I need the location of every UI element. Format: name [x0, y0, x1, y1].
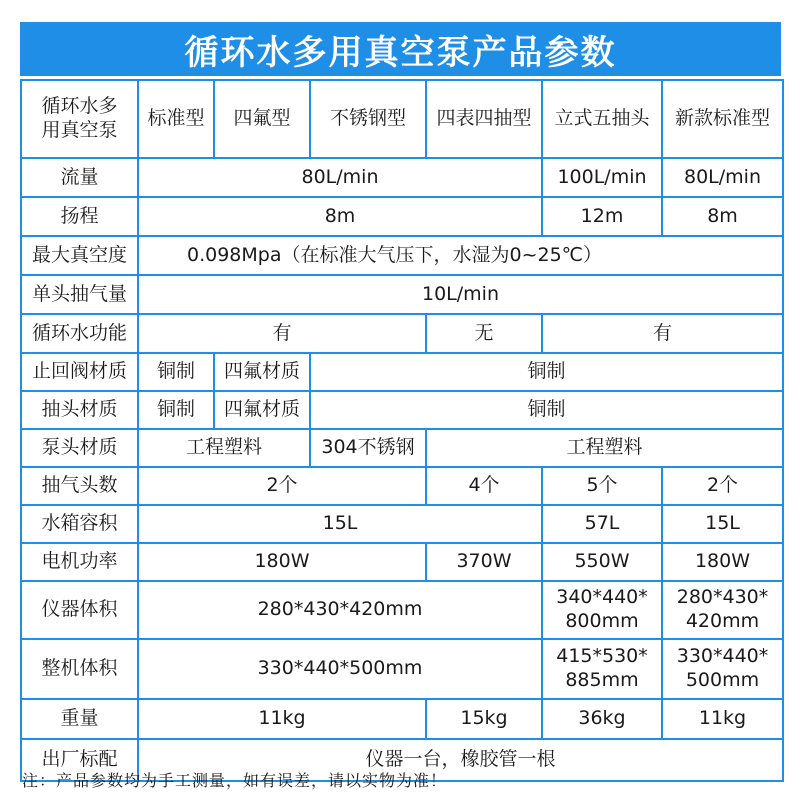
table-row [21, 314, 783, 353]
table-row [21, 353, 783, 391]
table-cell: 5个 [542, 467, 662, 505]
model-stainless: 不锈钢型 [310, 80, 426, 158]
table-cell: 340*440* 800mm [542, 581, 662, 639]
table-cell: 铜制 [138, 353, 214, 391]
row-label: 循环水功能 [21, 314, 138, 353]
table-cell: 80L/min [662, 158, 783, 197]
table-row [21, 275, 783, 314]
row-label: 最大真空度 [21, 236, 138, 275]
page-title: 循环水多用真空泵产品参数 [20, 22, 781, 76]
table-cell: 0.098Mpa（在标准大气压下，水湿为0~25℃） [138, 236, 783, 275]
row-label: 泵头材质 [21, 429, 138, 467]
table-row [21, 581, 783, 639]
table-cell: 铜制 [310, 353, 783, 391]
table-cell: 11kg [662, 699, 783, 739]
row-label: 流量 [21, 158, 138, 197]
table-cell: 330*440* 500mm [662, 639, 783, 699]
row-label: 抽头材质 [21, 391, 138, 429]
table-row [21, 639, 783, 699]
table-cell: 180W [662, 543, 783, 581]
table-cell: 2个 [138, 467, 426, 505]
table-cell: 12m [542, 197, 662, 236]
spec-table [20, 79, 784, 782]
table-cell: 57L [542, 505, 662, 543]
model-standard: 标准型 [138, 80, 214, 158]
table-row [21, 391, 783, 429]
table-row [21, 158, 783, 197]
table-cell: 四氟材质 [214, 391, 310, 429]
row-label: 水箱容积 [21, 505, 138, 543]
table-cell: 11kg [138, 699, 426, 739]
table-cell: 304不锈钢 [310, 429, 426, 467]
row-label: 电机功率 [21, 543, 138, 581]
table-cell: 36kg [542, 699, 662, 739]
table-cell: 15L [138, 505, 542, 543]
table-cell: 铜制 [310, 391, 783, 429]
table-cell: 280*430* 420mm [662, 581, 783, 639]
row-label: 抽气头数 [21, 467, 138, 505]
table-cell: 有 [542, 314, 783, 353]
table-cell: 280*430*420mm [138, 581, 542, 639]
table-row [21, 197, 783, 236]
table-cell: 2个 [662, 467, 783, 505]
table-cell: 15L [662, 505, 783, 543]
table-header-row [21, 80, 783, 158]
table-row [21, 429, 783, 467]
table-cell: 有 [138, 314, 426, 353]
table-cell: 4个 [426, 467, 542, 505]
model-four-meter-four-tap: 四表四抽型 [426, 80, 542, 158]
model-vertical-five-tap: 立式五抽头 [542, 80, 662, 158]
table-cell: 工程塑料 [138, 429, 310, 467]
header-row-label: 循环水多 用真空泵 [21, 80, 138, 158]
table-cell: 10L/min [138, 275, 783, 314]
row-label: 出厂标配 [21, 739, 138, 781]
table-cell: 80L/min [138, 158, 542, 197]
model-ptfe: 四氟型 [214, 80, 310, 158]
table-cell: 8m [662, 197, 783, 236]
table-row [21, 543, 783, 581]
table-cell: 铜制 [138, 391, 214, 429]
table-cell: 550W [542, 543, 662, 581]
table-cell: 370W [426, 543, 542, 581]
table-cell: 8m [138, 197, 542, 236]
table-row [21, 467, 783, 505]
model-new-standard: 新款标准型 [662, 80, 783, 158]
table-cell: 无 [426, 314, 542, 353]
table-cell: 100L/min [542, 158, 662, 197]
row-label: 整机体积 [21, 639, 138, 699]
table-cell: 四氟材质 [214, 353, 310, 391]
row-label: 扬程 [21, 197, 138, 236]
table-row [21, 236, 783, 275]
row-label: 单头抽气量 [21, 275, 138, 314]
table-cell: 180W [138, 543, 426, 581]
table-row [21, 505, 783, 543]
table-cell: 工程塑料 [426, 429, 783, 467]
table-cell: 330*440*500mm [138, 639, 542, 699]
table-row [21, 699, 783, 739]
table-cell: 415*530* 885mm [542, 639, 662, 699]
row-label: 重量 [21, 699, 138, 739]
row-label: 止回阀材质 [21, 353, 138, 391]
footnote: 注：产品参数均为手工测量，如有误差，请以实物为准！ [22, 771, 448, 790]
table-cell: 15kg [426, 699, 542, 739]
row-label: 仪器体积 [21, 581, 138, 639]
table-cell: 仪器一台，橡胶管一根 [138, 739, 783, 781]
